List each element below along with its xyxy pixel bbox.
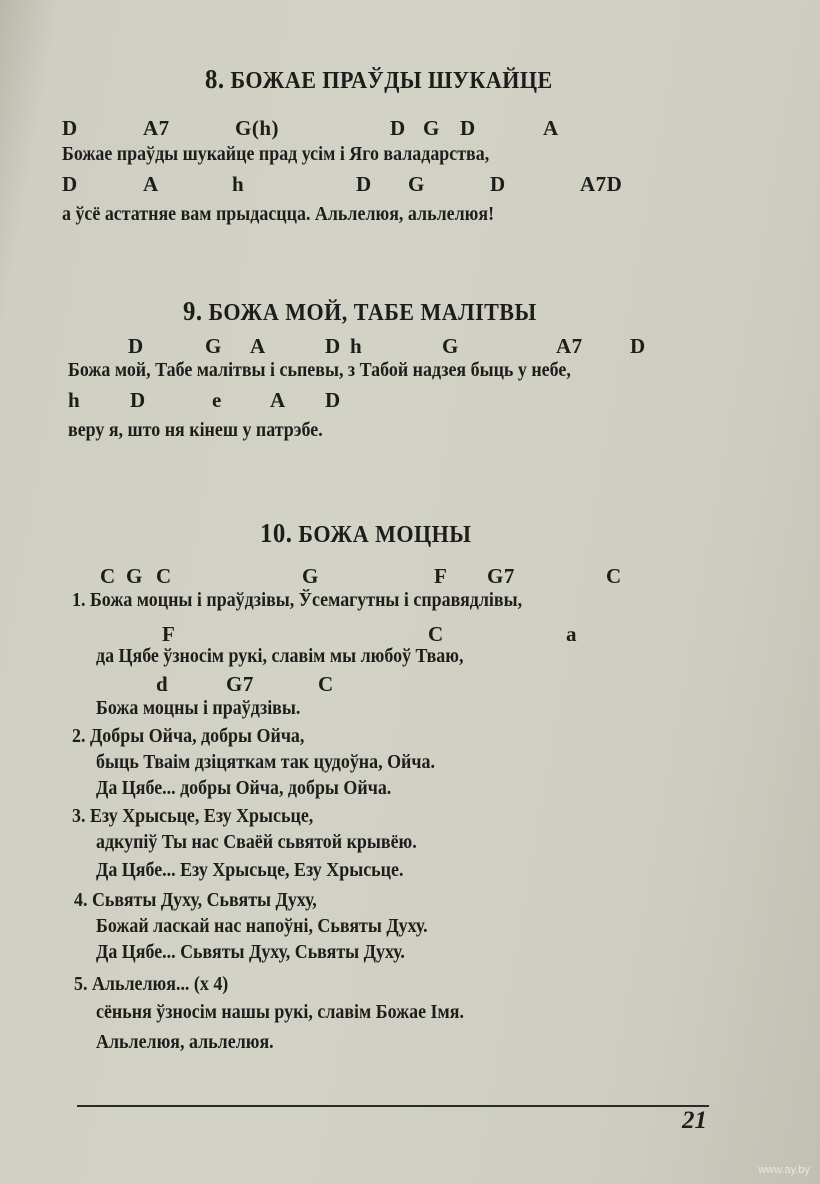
watermark: www.ay.by <box>758 1164 810 1176</box>
verse-line: 3. Езу Хрысьце, Езу Хрысьце, <box>72 806 314 827</box>
chord: D <box>630 334 646 358</box>
verse-line: быць Тваім дзіцяткам так цудоўна, Ойча. <box>96 752 435 773</box>
chord: G <box>205 334 222 358</box>
verse-line: 4. Сьвяты Духу, Сьвяты Духу, <box>74 890 317 911</box>
song-8-line-2: а ўсё астатняе вам прыдасцца. Альлелюя, альлелюя! <box>62 204 495 225</box>
song-10-chords-3 <box>0 672 820 698</box>
chord: G <box>442 334 459 358</box>
chord: G <box>408 172 425 196</box>
verse-line: Альлелюя, альлелюя. <box>96 1032 274 1053</box>
song-9-chords-1 <box>0 334 820 360</box>
chord: C <box>100 564 116 588</box>
chord: A <box>543 116 559 140</box>
chord: C <box>428 622 444 646</box>
chord: D <box>460 116 476 140</box>
chord: C <box>318 672 334 696</box>
chord: F <box>434 564 448 588</box>
chord: D <box>130 388 146 412</box>
song-8-title-text: БОЖАЕ ПРАЎДЫ ШУКАЙЦЕ <box>230 68 553 94</box>
song-8-line-1: Божае праўды шукайце прад усім і Яго валадарства, <box>62 144 490 165</box>
chord: D <box>390 116 406 140</box>
song-8-chords-2 <box>0 172 820 198</box>
chord: G7 <box>226 672 254 696</box>
chord: A7 <box>143 116 170 140</box>
song-9-title-text: БОЖА МОЙ, ТАБЕ МАЛІТВЫ <box>208 300 537 326</box>
chord: e <box>212 388 222 412</box>
chord: D <box>62 172 78 196</box>
verse-line: Да Цябе... добры Ойча, добры Ойча. <box>96 778 392 799</box>
chord: h <box>350 334 363 358</box>
page-number: 21 <box>682 1107 707 1134</box>
chord: G7 <box>487 564 515 588</box>
song-10-line-2: да Цябе ўзносім рукі, славім мы любоў Тваю, <box>96 646 464 667</box>
chord: h <box>232 172 245 196</box>
song-10-line-1: 1. Божа моцны і праўдзівы, Ўсемагутны і справядлівы, <box>72 590 523 611</box>
chord: D <box>490 172 506 196</box>
verse-line: Божай ласкай нас напоўні, Сьвяты Духу. <box>96 916 428 937</box>
song-9-line-1: Божа мой, Табе малітвы і сьпевы, з Табой надзея быць у небе, <box>68 360 571 381</box>
chord: C <box>156 564 172 588</box>
song-9-number: 9. <box>183 296 203 326</box>
song-9-line-2: веру я, што ня кінеш у патрэбе. <box>68 420 323 441</box>
chord: F <box>162 622 176 646</box>
song-9-title <box>183 296 537 327</box>
verse-line: Да Цябе... Сьвяты Духу, Сьвяты Духу. <box>96 942 405 963</box>
chord: A <box>270 388 286 412</box>
chord: a <box>566 622 577 646</box>
song-10-line-3: Божа моцны і праўдзівы. <box>96 698 301 719</box>
chord: G <box>302 564 319 588</box>
chord: A <box>143 172 159 196</box>
chord: G <box>126 564 143 588</box>
verse-line: 2. Добры Ойча, добры Ойча, <box>72 726 305 747</box>
verse-line: 5. Альлелюя... (x 4) <box>74 974 229 995</box>
footer-rule <box>77 1105 709 1107</box>
song-10-title <box>260 518 471 549</box>
chord: A7 <box>556 334 583 358</box>
chord: D <box>128 334 144 358</box>
chord: A7D <box>580 172 623 196</box>
song-10-title-text: БОЖА МОЦНЫ <box>298 522 472 548</box>
chord: d <box>156 672 169 696</box>
verse-line: сёньня ўзносім нашы рукі, славім Божае Імя. <box>96 1002 464 1023</box>
song-10-number: 10. <box>260 518 293 548</box>
song-10-chords-2 <box>0 622 820 648</box>
chord: G <box>423 116 440 140</box>
song-8-chords-1 <box>0 116 820 142</box>
song-8-title <box>205 64 553 95</box>
chord: D <box>356 172 372 196</box>
verse-line: Да Цябе... Езу Хрысьце, Езу Хрысьце. <box>96 860 404 881</box>
song-8-number: 8. <box>205 64 225 94</box>
chord: D <box>62 116 78 140</box>
song-9-chords-2 <box>0 388 820 414</box>
chord: A <box>250 334 266 358</box>
verse-line: адкупіў Ты нас Сваёй сьвятой крывёю. <box>96 832 417 853</box>
chord: D <box>325 334 341 358</box>
song-10-chords-1 <box>0 564 820 590</box>
chord: h <box>68 388 81 412</box>
chord: G(h) <box>235 116 279 140</box>
chord: D <box>325 388 341 412</box>
chord: C <box>606 564 622 588</box>
